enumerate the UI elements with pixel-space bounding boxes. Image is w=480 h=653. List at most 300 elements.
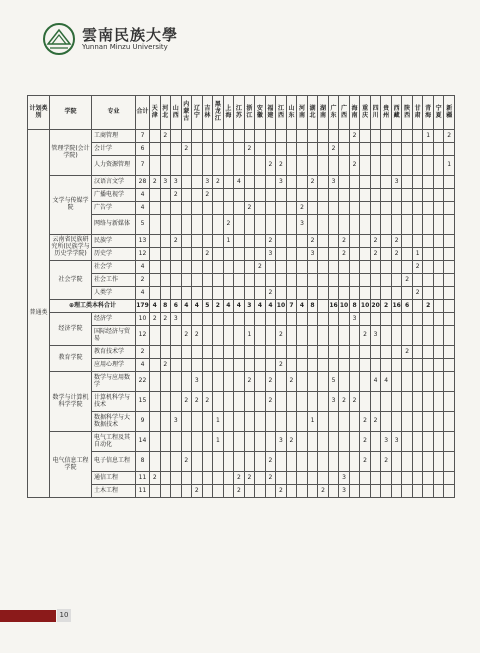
value-cell — [160, 248, 171, 261]
value-cell — [339, 359, 350, 372]
table-row — [28, 392, 455, 412]
value-cell — [360, 346, 371, 359]
value-cell — [244, 189, 255, 202]
value-cell — [412, 452, 423, 472]
table-row — [28, 359, 455, 372]
value-cell — [423, 392, 434, 412]
value-cell — [412, 176, 423, 189]
value-cell — [402, 156, 413, 176]
value-cell — [265, 412, 276, 432]
value-cell — [234, 412, 245, 432]
value-cell: 2 — [265, 235, 276, 248]
value-cell — [433, 372, 444, 392]
value-cell — [412, 215, 423, 235]
college-cell: 云南省民族研究所(民族学与历史学学院) — [50, 235, 92, 261]
value-cell — [160, 261, 171, 274]
value-cell — [433, 412, 444, 432]
value-cell — [192, 130, 203, 143]
value-cell: 1 — [307, 412, 318, 432]
value-cell — [318, 189, 329, 202]
major-cell: 数据科学与大数据技术 — [92, 412, 136, 432]
value-cell — [171, 432, 182, 452]
value-cell — [297, 432, 308, 452]
value-cell — [255, 156, 266, 176]
value-cell — [402, 372, 413, 392]
table-row — [28, 412, 455, 432]
value-cell — [276, 261, 287, 274]
value-cell — [255, 287, 266, 300]
value-cell: 3 — [276, 432, 287, 452]
value-cell — [328, 274, 339, 287]
value-cell — [318, 287, 329, 300]
value-cell — [202, 215, 213, 235]
value-cell: 2 — [244, 143, 255, 156]
table-row — [28, 287, 455, 300]
value-cell: 2 — [255, 261, 266, 274]
value-cell — [391, 143, 402, 156]
value-cell — [307, 261, 318, 274]
value-cell — [349, 359, 360, 372]
value-cell — [244, 412, 255, 432]
value-cell — [202, 372, 213, 392]
table-row — [28, 143, 455, 156]
value-cell — [244, 261, 255, 274]
value-cell — [423, 346, 434, 359]
value-cell: 2 — [412, 261, 423, 274]
value-cell: 2 — [339, 392, 350, 412]
value-cell: 2 — [265, 472, 276, 485]
value-cell — [360, 248, 371, 261]
value-cell — [234, 143, 245, 156]
value-cell: 1 — [423, 130, 434, 143]
value-cell: 2 — [286, 372, 297, 392]
value-cell — [318, 215, 329, 235]
value-cell — [297, 143, 308, 156]
col-province: 河南 — [297, 96, 308, 130]
total-cell: 4 — [136, 359, 150, 372]
value-cell — [192, 359, 203, 372]
value-cell — [150, 485, 161, 498]
value-cell — [307, 313, 318, 326]
value-cell — [328, 412, 339, 432]
subtotal-value: 4 — [150, 300, 161, 313]
subtotal-value — [318, 300, 329, 313]
value-cell: 2 — [349, 392, 360, 412]
value-cell — [171, 372, 182, 392]
subtotal-value: 8 — [307, 300, 318, 313]
subtotal-value: 20 — [370, 300, 381, 313]
value-cell: 2 — [402, 346, 413, 359]
value-cell — [192, 346, 203, 359]
value-cell — [286, 130, 297, 143]
value-cell — [192, 202, 203, 215]
value-cell — [181, 130, 192, 143]
value-cell — [318, 432, 329, 452]
value-cell — [402, 130, 413, 143]
value-cell — [370, 313, 381, 326]
value-cell — [328, 287, 339, 300]
value-cell — [360, 202, 371, 215]
subtotal-value: 5 — [202, 300, 213, 313]
value-cell — [433, 359, 444, 372]
value-cell — [181, 189, 192, 202]
value-cell: 2 — [160, 313, 171, 326]
major-cell: 广告学 — [92, 202, 136, 215]
value-cell: 2 — [276, 359, 287, 372]
value-cell — [244, 392, 255, 412]
value-cell — [423, 372, 434, 392]
value-cell — [150, 143, 161, 156]
value-cell — [339, 143, 350, 156]
value-cell — [402, 313, 413, 326]
value-cell: 2 — [391, 248, 402, 261]
value-cell — [276, 130, 287, 143]
value-cell — [181, 261, 192, 274]
value-cell — [318, 130, 329, 143]
value-cell — [381, 176, 392, 189]
value-cell — [255, 485, 266, 498]
value-cell — [339, 452, 350, 472]
total-cell: 7 — [136, 130, 150, 143]
value-cell — [433, 235, 444, 248]
value-cell — [307, 189, 318, 202]
value-cell — [339, 372, 350, 392]
total-cell: 22 — [136, 372, 150, 392]
major-cell: 数学与应用数学 — [92, 372, 136, 392]
value-cell — [444, 432, 455, 452]
value-cell — [402, 287, 413, 300]
col-province: 江苏 — [234, 96, 245, 130]
value-cell: 2 — [192, 392, 203, 412]
value-cell — [234, 274, 245, 287]
value-cell: 2 — [265, 392, 276, 412]
value-cell — [286, 143, 297, 156]
value-cell — [213, 261, 224, 274]
value-cell — [349, 326, 360, 346]
col-province: 天津 — [150, 96, 161, 130]
value-cell — [307, 392, 318, 412]
value-cell — [402, 143, 413, 156]
value-cell — [402, 359, 413, 372]
value-cell — [412, 156, 423, 176]
value-cell — [223, 392, 234, 412]
value-cell — [192, 156, 203, 176]
value-cell — [433, 485, 444, 498]
value-cell — [192, 189, 203, 202]
value-cell — [423, 452, 434, 472]
value-cell — [234, 130, 245, 143]
value-cell — [318, 359, 329, 372]
value-cell: 2 — [181, 392, 192, 412]
value-cell: 3 — [171, 176, 182, 189]
value-cell — [370, 189, 381, 202]
value-cell — [297, 235, 308, 248]
value-cell: 2 — [276, 156, 287, 176]
value-cell: 3 — [192, 372, 203, 392]
value-cell — [381, 143, 392, 156]
value-cell — [202, 143, 213, 156]
value-cell — [328, 235, 339, 248]
value-cell — [213, 189, 224, 202]
value-cell — [297, 452, 308, 472]
value-cell: 2 — [276, 485, 287, 498]
value-cell — [307, 452, 318, 472]
value-cell — [255, 176, 266, 189]
value-cell — [160, 346, 171, 359]
value-cell — [255, 248, 266, 261]
value-cell — [339, 202, 350, 215]
col-province: 浙江 — [244, 96, 255, 130]
table-row — [28, 372, 455, 392]
value-cell — [360, 215, 371, 235]
value-cell — [181, 274, 192, 287]
value-cell — [433, 143, 444, 156]
value-cell — [297, 313, 308, 326]
college-cell: 电气信息工程学院 — [50, 432, 92, 498]
value-cell: 2 — [360, 452, 371, 472]
value-cell — [423, 432, 434, 452]
college-cell: 文学与传媒学院 — [50, 176, 92, 235]
subtotal-value: 10 — [339, 300, 350, 313]
value-cell: 2 — [402, 274, 413, 287]
value-cell: 2 — [160, 130, 171, 143]
value-cell: 2 — [150, 313, 161, 326]
value-cell — [318, 452, 329, 472]
value-cell — [370, 359, 381, 372]
value-cell — [328, 248, 339, 261]
major-cell: 电气工程及其自动化 — [92, 432, 136, 452]
value-cell — [150, 274, 161, 287]
value-cell: 2 — [286, 432, 297, 452]
table-row — [28, 176, 455, 189]
value-cell — [381, 202, 392, 215]
value-cell — [349, 261, 360, 274]
value-cell — [213, 359, 224, 372]
value-cell: 1 — [213, 432, 224, 452]
value-cell — [171, 143, 182, 156]
value-cell — [433, 130, 444, 143]
col-province: 湖北 — [307, 96, 318, 130]
value-cell — [391, 372, 402, 392]
value-cell: 2 — [276, 326, 287, 346]
value-cell — [265, 202, 276, 215]
total-cell: 12 — [136, 248, 150, 261]
value-cell — [370, 287, 381, 300]
value-cell — [192, 274, 203, 287]
subtotal-value: 4 — [181, 300, 192, 313]
value-cell — [213, 143, 224, 156]
value-cell — [412, 326, 423, 346]
value-cell — [202, 432, 213, 452]
value-cell — [160, 392, 171, 412]
value-cell — [444, 313, 455, 326]
value-cell — [234, 189, 245, 202]
value-cell — [318, 274, 329, 287]
value-cell — [412, 432, 423, 452]
table-row — [28, 248, 455, 261]
value-cell — [433, 287, 444, 300]
value-cell — [213, 472, 224, 485]
value-cell: 2 — [202, 189, 213, 202]
value-cell — [328, 485, 339, 498]
value-cell — [223, 346, 234, 359]
major-cell: 计算机科学与技术 — [92, 392, 136, 412]
value-cell — [192, 176, 203, 189]
value-cell — [318, 346, 329, 359]
major-cell: 广播电视学 — [92, 189, 136, 202]
value-cell: 2 — [171, 235, 182, 248]
table-row — [28, 130, 455, 143]
value-cell: 3 — [391, 432, 402, 452]
value-cell — [391, 326, 402, 346]
value-cell — [297, 248, 308, 261]
value-cell: 1 — [213, 412, 224, 432]
value-cell — [265, 215, 276, 235]
col-province: 宁夏 — [433, 96, 444, 130]
value-cell — [349, 189, 360, 202]
value-cell — [318, 472, 329, 485]
value-cell — [150, 359, 161, 372]
value-cell — [381, 313, 392, 326]
value-cell — [171, 346, 182, 359]
value-cell — [339, 274, 350, 287]
col-province: 四川 — [370, 96, 381, 130]
value-cell — [202, 274, 213, 287]
value-cell — [223, 202, 234, 215]
value-cell: 2 — [339, 235, 350, 248]
value-cell — [444, 143, 455, 156]
subtotal-row — [28, 300, 455, 313]
value-cell — [244, 235, 255, 248]
value-cell — [276, 143, 287, 156]
value-cell — [234, 346, 245, 359]
value-cell — [318, 372, 329, 392]
value-cell — [349, 472, 360, 485]
value-cell — [423, 274, 434, 287]
value-cell: 2 — [171, 189, 182, 202]
total-cell: 11 — [136, 485, 150, 498]
value-cell — [213, 202, 224, 215]
value-cell — [360, 392, 371, 412]
value-cell — [276, 313, 287, 326]
value-cell — [402, 392, 413, 412]
value-cell — [265, 346, 276, 359]
total-cell: 9 — [136, 412, 150, 432]
value-cell — [223, 261, 234, 274]
value-cell — [276, 274, 287, 287]
value-cell — [339, 156, 350, 176]
value-cell: 3 — [339, 485, 350, 498]
value-cell — [181, 412, 192, 432]
value-cell — [328, 313, 339, 326]
total-cell: 5 — [136, 215, 150, 235]
value-cell — [370, 346, 381, 359]
value-cell — [255, 143, 266, 156]
value-cell — [276, 372, 287, 392]
value-cell — [244, 248, 255, 261]
value-cell — [171, 156, 182, 176]
value-cell — [423, 359, 434, 372]
total-cell: 13 — [136, 235, 150, 248]
value-cell — [255, 346, 266, 359]
major-cell: 电子信息工程 — [92, 452, 136, 472]
subtotal-label: ⊕理工类本科合计 — [50, 300, 136, 313]
value-cell — [412, 235, 423, 248]
value-cell — [150, 372, 161, 392]
value-cell — [202, 156, 213, 176]
value-cell — [286, 452, 297, 472]
value-cell: 2 — [160, 359, 171, 372]
subtotal-value: 10 — [276, 300, 287, 313]
value-cell — [433, 472, 444, 485]
value-cell — [223, 248, 234, 261]
value-cell: 2 — [265, 372, 276, 392]
value-cell — [244, 130, 255, 143]
value-cell — [202, 452, 213, 472]
value-cell: 3 — [339, 472, 350, 485]
value-cell — [286, 392, 297, 412]
value-cell: 2 — [192, 485, 203, 498]
col-province: 山西 — [171, 96, 182, 130]
value-cell — [433, 346, 444, 359]
subtotal-value: 4 — [234, 300, 245, 313]
value-cell — [213, 248, 224, 261]
value-cell — [223, 313, 234, 326]
value-cell: 2 — [381, 452, 392, 472]
value-cell — [255, 472, 266, 485]
col-province: 湖南 — [318, 96, 329, 130]
value-cell — [255, 372, 266, 392]
table-row — [28, 156, 455, 176]
value-cell: 2 — [223, 215, 234, 235]
value-cell — [202, 326, 213, 346]
value-cell — [223, 130, 234, 143]
value-cell — [202, 346, 213, 359]
value-cell — [412, 485, 423, 498]
major-cell: 通信工程 — [92, 472, 136, 485]
value-cell — [265, 176, 276, 189]
value-cell — [423, 215, 434, 235]
value-cell — [255, 130, 266, 143]
value-cell — [328, 472, 339, 485]
value-cell — [381, 346, 392, 359]
value-cell — [276, 392, 287, 412]
value-cell — [433, 202, 444, 215]
value-cell — [381, 485, 392, 498]
value-cell — [381, 235, 392, 248]
table-row — [28, 326, 455, 346]
value-cell — [171, 274, 182, 287]
value-cell: 3 — [307, 248, 318, 261]
value-cell — [328, 452, 339, 472]
value-cell — [213, 452, 224, 472]
value-cell — [150, 202, 161, 215]
value-cell — [223, 432, 234, 452]
value-cell — [202, 472, 213, 485]
value-cell — [150, 287, 161, 300]
value-cell — [286, 359, 297, 372]
value-cell — [423, 412, 434, 432]
value-cell — [150, 412, 161, 432]
value-cell — [255, 274, 266, 287]
value-cell — [150, 392, 161, 412]
value-cell: 2 — [244, 372, 255, 392]
value-cell — [276, 215, 287, 235]
value-cell: 2 — [297, 202, 308, 215]
major-cell: 汉语言文学 — [92, 176, 136, 189]
value-cell — [402, 248, 413, 261]
value-cell — [171, 452, 182, 472]
